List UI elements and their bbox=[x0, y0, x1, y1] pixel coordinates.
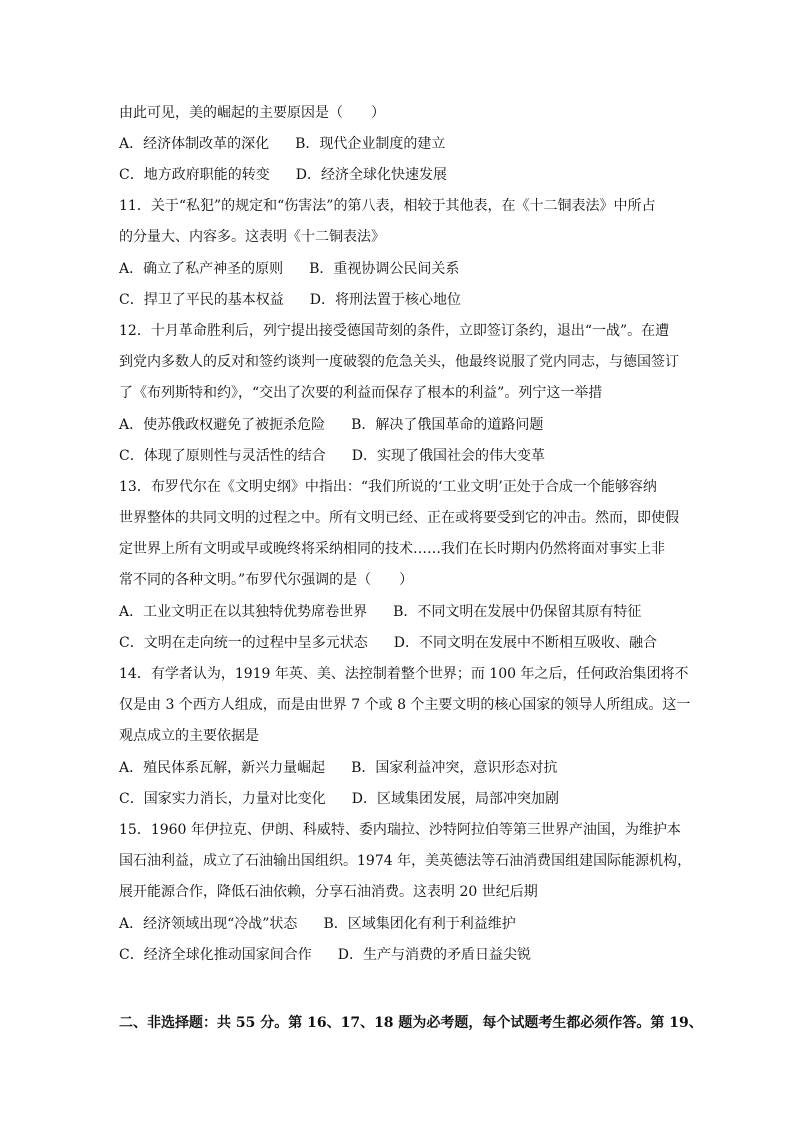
q13-option-a[interactable]: A．工业文明正在以其独特优势席卷世界 bbox=[119, 604, 368, 620]
q14-stem-line-1: 14．有学者认为，1919 年英、美、法控制着整个世界；而 100 年之后，任何政治集团将不 bbox=[119, 666, 689, 682]
q12-option-a[interactable]: A．使苏俄政权避免了被扼杀危险 bbox=[119, 417, 326, 433]
q15-stem-line-2: 国石油利益，成立了石油输出国组织。1974 年，美英德法等石油消费国组建国际能源机构， bbox=[119, 853, 692, 869]
q13-options-row-1 bbox=[119, 603, 641, 621]
q13-option-c[interactable]: C．文明在走向统一的过程中呈多元状态 bbox=[119, 635, 368, 651]
q11-options-row-1 bbox=[119, 260, 459, 278]
q11-option-a[interactable]: A．确立了私产神圣的原则 bbox=[119, 261, 284, 277]
q10-option-c[interactable]: C．地方政府职能的转变 bbox=[119, 167, 270, 183]
q14-stem-line-2: 仅是由 3 个西方人组成，而是由世界 7 个或 8 个主要文明的核心国家的领导人所组成。这一 bbox=[119, 697, 691, 713]
q13-stem-line-4: 常不同的各种文明。”布罗代尔强调的是（ ） bbox=[119, 572, 414, 588]
section-2-heading: 二、非选择题：共 55 分。第 16、17、18 题为必考题，每个试题考生都必须作答。第 19、 bbox=[119, 1015, 703, 1031]
q12-stem-line-3: 了《布列斯特和约》，“交出了次要的利益而保存了根本的利益”。列宁这一举措 bbox=[119, 385, 603, 401]
q13-stem-line-1: 13．布罗代尔在《文明史纲》中指出：“我们所说的‘工业文明’正处于合成一个能够容纳 bbox=[119, 479, 657, 495]
q15-options-row-1 bbox=[119, 915, 516, 933]
q12-options-row-2 bbox=[119, 447, 545, 465]
q13-stem-line-2: 世界整体的共同文明的过程之中。所有文明已经、正在或将要受到它的冲击。然而，即使假 bbox=[119, 510, 679, 526]
q15-option-c[interactable]: C．经济全球化推动国家间合作 bbox=[119, 947, 312, 963]
q11-stem-line-1: 11．关于“私犯”的规定和“伤害法”的第八表，相较于其他表，在《十二铜表法》中所占 bbox=[119, 198, 656, 214]
q13-options-row-2 bbox=[119, 634, 657, 652]
q15-stem-line-3: 展开能源合作，降低石油依赖，分享石油消费。这表明 20 世纪后期 bbox=[119, 884, 538, 900]
q15-option-a[interactable]: A．经济领域出现“冷战”状态 bbox=[119, 916, 298, 932]
q10-stem: 由此可见，美的崛起的主要原因是（ ） bbox=[119, 105, 385, 121]
q11-option-c[interactable]: C．捍卫了平民的基本权益 bbox=[119, 292, 284, 308]
q12-option-d[interactable]: D．实现了俄国社会的伟大变革 bbox=[351, 448, 545, 464]
q15-options-row-2 bbox=[119, 946, 531, 964]
q15-stem-line-1: 15．1960 年伊拉克、伊朗、科威特、委内瑞拉、沙特阿拉伯等第三世界产油国，为维护本 bbox=[119, 822, 681, 838]
q10-option-b[interactable]: B．现代企业制度的建立 bbox=[295, 136, 446, 152]
q12-stem-line-2: 到党内多数人的反对和签约谈判一度破裂的危急关头，他最终说服了党内同志，与德国签订 bbox=[119, 354, 679, 370]
q10-options-row-1 bbox=[119, 135, 445, 153]
q13-option-b[interactable]: B．不同文明在发展中仍保留其原有特征 bbox=[393, 604, 642, 620]
q15-option-d[interactable]: D．生产与消费的矛盾日益尖锐 bbox=[337, 947, 531, 963]
q11-option-d[interactable]: D．将刑法置于核心地位 bbox=[309, 292, 461, 308]
q14-stem-line-3: 观点成立的主要依据是 bbox=[119, 728, 259, 744]
q14-option-b[interactable]: B．国家利益冲突，意识形态对抗 bbox=[351, 760, 558, 776]
q14-option-d[interactable]: D．区域集团发展，局部冲突加剧 bbox=[351, 791, 559, 807]
q12-option-c[interactable]: C．体现了原则性与灵活性的结合 bbox=[119, 448, 326, 464]
q15-option-b[interactable]: B．区域集团化有利于利益维护 bbox=[323, 916, 516, 932]
q12-options-row-1 bbox=[119, 416, 543, 434]
q14-option-a[interactable]: A．殖民体系瓦解，新兴力量崛起 bbox=[119, 760, 326, 776]
q14-options-row-1 bbox=[119, 759, 557, 777]
q13-stem-line-3: 定世界上所有文明或早或晚终将采纳相同的技术……我们在长时期内仍然将面对事实上非 bbox=[119, 541, 665, 557]
q10-option-a[interactable]: A．经济体制改革的深化 bbox=[119, 136, 270, 152]
q11-stem-line-2: 的分量大、内容多。这表明《十二铜表法》 bbox=[119, 229, 385, 245]
q11-option-b[interactable]: B．重视协调公民间关系 bbox=[309, 261, 460, 277]
q12-option-b[interactable]: B．解决了俄国革命的道路问题 bbox=[351, 417, 544, 433]
q14-options-row-2 bbox=[119, 790, 559, 808]
q12-stem-line-1: 12．十月革命胜利后，列宁提出接受德国苛刻的条件，立即签订条约，退出“一战”。在遭 bbox=[119, 323, 670, 339]
q14-option-c[interactable]: C．国家实力消长，力量对比变化 bbox=[119, 791, 326, 807]
q11-options-row-2 bbox=[119, 291, 461, 309]
q13-option-d[interactable]: D．不同文明在发展中不断相互吸收、融合 bbox=[393, 635, 657, 651]
q10-options-row-2 bbox=[119, 166, 447, 184]
q10-option-d[interactable]: D．经济全球化快速发展 bbox=[295, 167, 447, 183]
